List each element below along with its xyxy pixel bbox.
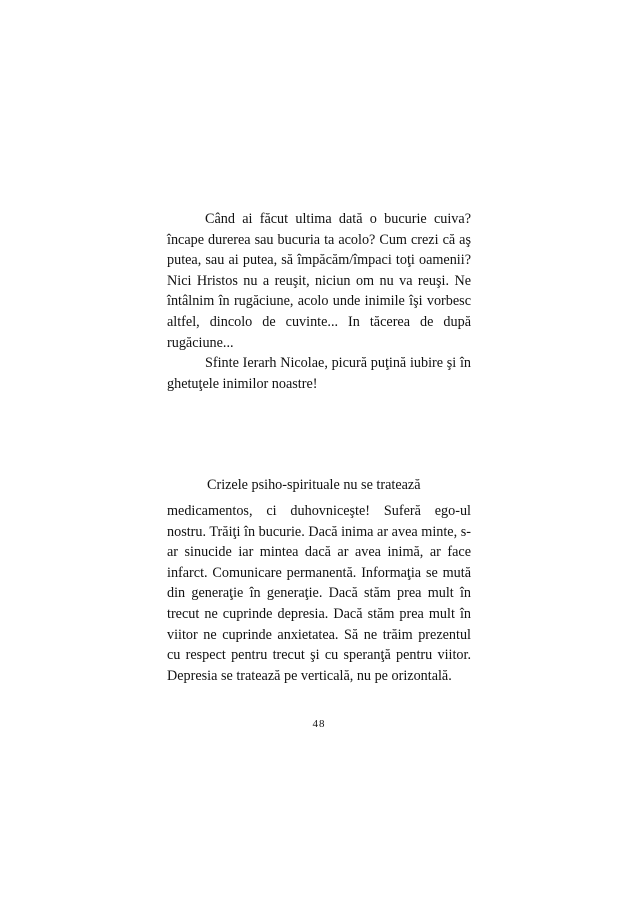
paragraph-joy-question: Când ai făcut ultima dată o bucurie cuiva? încape durerea sau bucuria ta acolo? Cum crezi că aş putea, sau ai putea, să împăcăm/împaci toţi oamenii? Nici Hristos nu a reuşit, niciun om nu va reuşi. Ne întâlnim în rugăciune, acolo unde inimile îşi vorbesc altfel, dincolo de cuvinte... In tăcerea de după rugăciune... (167, 211, 471, 351)
text-section-1 (167, 209, 471, 394)
text-section-2 (167, 501, 471, 686)
paragraph-spiritual-crisis: medicamentos, ci duhovniceşte! Suferă ego-ul nostru. Trăiţi în bucurie. Dacă inima ar avea minte, s-ar sinucide iar mintea dacă ar avea inimă, ar face infarct. Comunicare permanentă. Informaţia se mută din generaţie în generaţie. Dacă stăm prea mult în trecut ne cuprinde depresia. Dacă stăm prea mult în viitor ne cuprinde anxietatea. Să ne trăim prezentul cu respect pentru trecut şi cu speranţă pentru viitor. Depresia se tratează pe verticală, nu pe orizontală. (167, 503, 471, 684)
page-number: 48 (312, 718, 326, 730)
paragraph-prayer-saint-nicholas: Sfinte Ierarh Nicolae, picură puţină iubire şi în ghetuţele inimilor noastre! (167, 355, 471, 392)
section-2-heading: Crizele psiho-spirituale nu se tratează (207, 477, 421, 493)
